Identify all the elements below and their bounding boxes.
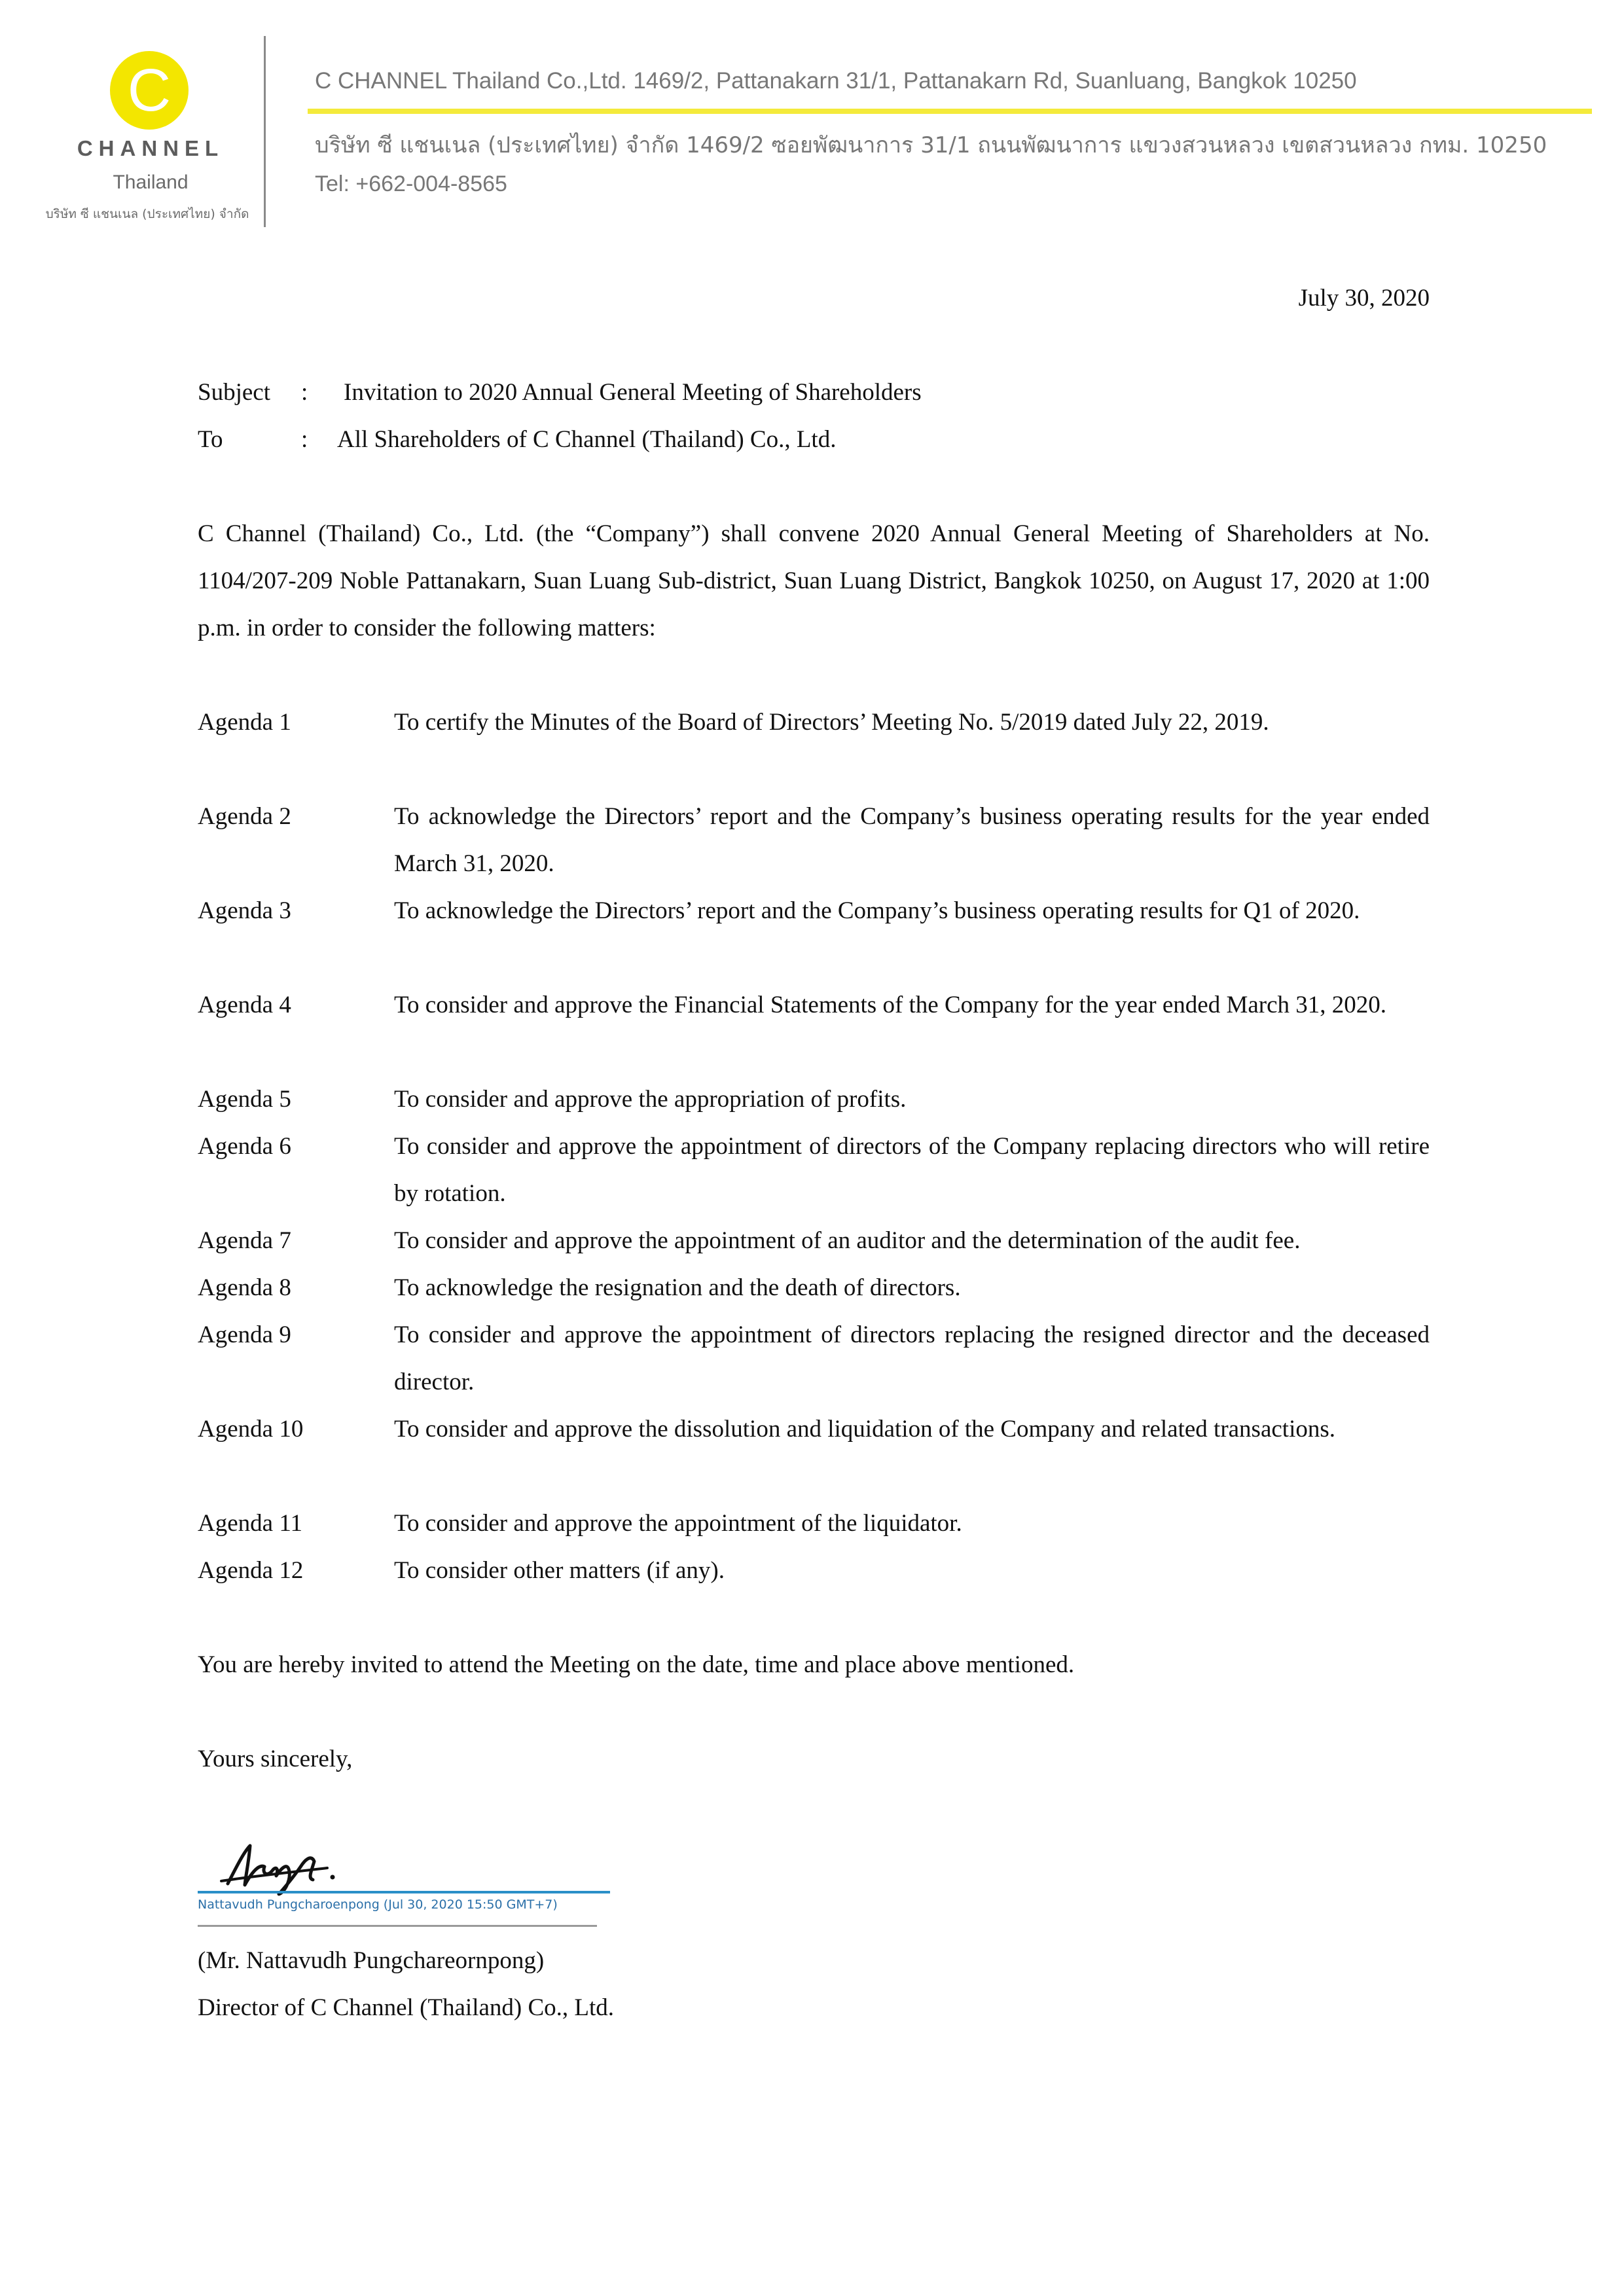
signature-line — [198, 1891, 610, 1893]
agenda-text: To consider other matters (if any). — [394, 1557, 725, 1584]
agenda-label: Agenda 4 — [198, 992, 291, 1018]
logo-letter: C — [127, 57, 171, 124]
agenda-label: Agenda 10 — [198, 1416, 304, 1443]
agenda-text: To consider and approve the appointment of the liquidator. — [394, 1510, 962, 1537]
to-colon: : — [301, 426, 308, 453]
agenda-label: Agenda 8 — [198, 1274, 291, 1301]
agenda-text: To consider and approve the appointment of directors replacing the resigned director and the deceased director. — [394, 1321, 1430, 1395]
intro-paragraph: C Channel (Thailand) Co., Ltd. (the “Company”) shall convene 2020 Annual General Meeting of Shareholders at No. 1104/207-209 Noble Pattanakarn, Suan Luang Sub-district, Suan Luang District, Bangkok 10250, on August 17, 2020 at 1:00 p.m. in order to consider the following matters: — [198, 520, 1430, 641]
agenda-label: Agenda 12 — [198, 1557, 304, 1584]
agenda-text: To consider and approve the appointment of an auditor and the determination of the audit fee. — [394, 1227, 1301, 1254]
to-value: All Shareholders of C Channel (Thailand) Co., Ltd. — [337, 426, 837, 453]
agenda-text: To consider and approve the Financial Statements of the Company for the year ended March 31, 2020. — [394, 992, 1387, 1018]
agenda-text: To acknowledge the Directors’ report and the Company’s business operating results for Q1 of 2020. — [394, 897, 1360, 924]
agenda-label: Agenda 3 — [198, 897, 291, 924]
agenda-text: To consider and approve the appropriation of profits. — [394, 1086, 907, 1113]
signature-underline — [198, 1925, 597, 1927]
signature-caption: Nattavudh Pungcharoenpong (Jul 30, 2020 15:50 GMT+7) — [198, 1897, 558, 1912]
header-vertical-divider — [264, 36, 266, 227]
signatory-title: Director of C Channel (Thailand) Co., Ltd. — [198, 1994, 615, 2021]
letter-date: July 30, 2020 — [1298, 285, 1430, 312]
signatory-name: (Mr. Nattavudh Pungchareornpong) — [198, 1947, 545, 1974]
header-address-en: C CHANNEL Thailand Co.,Ltd. 1469/2, Pattanakarn 31/1, Pattanakarn Rd, Suanluang, Bangkok 10250 — [315, 68, 1357, 94]
agenda-label: Agenda 9 — [198, 1321, 291, 1348]
agenda-text: To certify the Minutes of the Board of Directors’ Meeting No. 5/2019 dated July 22, 2019. — [394, 709, 1269, 736]
subject-label: Subject — [198, 379, 270, 406]
agenda-label: Agenda 6 — [198, 1133, 291, 1160]
subject-colon: : — [301, 379, 308, 406]
to-label: To — [198, 426, 223, 453]
agenda-text: To acknowledge the Directors’ report and the Company’s business operating results for the year ended March 31, 2020. — [394, 803, 1430, 877]
logo-word: CHANNEL — [77, 136, 225, 160]
agenda-label: Agenda 2 — [198, 803, 291, 830]
invitation-sentence: You are hereby invited to attend the Meeting on the date, time and place above mentioned. — [198, 1651, 1075, 1678]
agenda-text: To consider and approve the appointment of directors of the Company replacing directors who will retire by rotation. — [394, 1133, 1430, 1207]
logo-thai-name: บริษัท ซี แชนเนล (ประเทศไทย) จำกัด — [45, 207, 249, 221]
agenda-text: To acknowledge the resignation and the death of directors. — [394, 1274, 961, 1301]
logo-circle-icon — [110, 51, 189, 130]
logo-subtitle: Thailand — [113, 171, 189, 193]
handwritten-signature-icon — [216, 1833, 353, 1905]
header-yellow-rule — [308, 109, 1592, 114]
header-telephone: Tel: +662-004-8565 — [315, 171, 507, 196]
agenda-label: Agenda 11 — [198, 1510, 302, 1537]
closing-salutation: Yours sincerely, — [198, 1746, 353, 1772]
header-address-th: บริษัท ซี แชนเนล (ประเทศไทย) จำกัด 1469/2 ซอยพัฒนาการ 31/1 ถนนพัฒนาการ แขวงสวนหลวง เขตสวนหลวง กทม. 10250 — [315, 132, 1547, 158]
agenda-label: Agenda 7 — [198, 1227, 291, 1254]
agenda-text: To consider and approve the dissolution and liquidation of the Company and related transactions. — [394, 1416, 1336, 1443]
agenda-label: Agenda 1 — [198, 709, 291, 736]
agenda-label: Agenda 5 — [198, 1086, 291, 1113]
company-logo — [0, 0, 262, 236]
subject-value: Invitation to 2020 Annual General Meeting of Shareholders — [344, 379, 922, 406]
